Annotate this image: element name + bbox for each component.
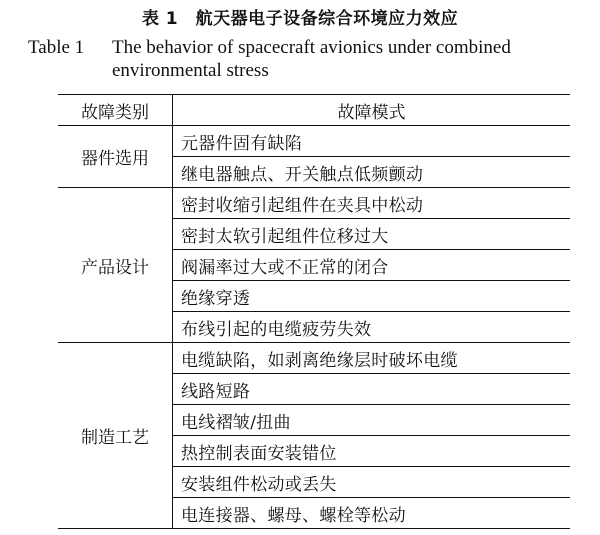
caption-english-line-2: environmental stress (112, 60, 269, 81)
table-header-row (58, 95, 570, 126)
mode-cell: 布线引起的电缆疲劳失效 (173, 312, 571, 343)
category-cell: 器件选用 (58, 126, 173, 188)
mode-cell: 线路短路 (173, 374, 571, 405)
table-row (58, 343, 570, 374)
mode-cell: 热控制表面安装错位 (173, 436, 571, 467)
header-category: 故障类别 (58, 95, 173, 126)
mode-cell: 密封太软引起组件位移过大 (173, 219, 571, 250)
table-row (58, 188, 570, 219)
header-mode: 故障模式 (173, 95, 571, 126)
category-cell: 制造工艺 (58, 343, 173, 529)
table-caption-chinese: 表 1 航天器电子设备综合环境应力效应 (141, 9, 459, 29)
mode-cell: 电线褶皱/扭曲 (173, 405, 571, 436)
mode-cell: 继电器触点、开关触点低频颤动 (173, 157, 571, 188)
mode-cell: 绝缘穿透 (173, 281, 571, 312)
mode-cell: 阀漏率过大或不正常的闭合 (173, 250, 571, 281)
category-cell: 产品设计 (58, 188, 173, 343)
mode-cell: 密封收缩引起组件在夹具中松动 (173, 188, 571, 219)
mode-cell: 电连接器、螺母、螺栓等松动 (173, 498, 571, 529)
table-caption-english (28, 36, 588, 82)
mode-cell: 元器件固有缺陷 (181, 133, 303, 154)
mode-cell: 电缆缺陷，如剥离绝缘层时破坏电缆 (173, 343, 571, 374)
caption-english-line-1 (28, 36, 588, 59)
table-number-label: Table 1 (28, 37, 85, 58)
caption-english-text-1: The behavior of spacecraft avionics under combined (112, 37, 511, 58)
mode-cell: 安装组件松动或丢失 (173, 467, 571, 498)
table-row (58, 126, 570, 157)
failure-mode-table (58, 94, 570, 529)
